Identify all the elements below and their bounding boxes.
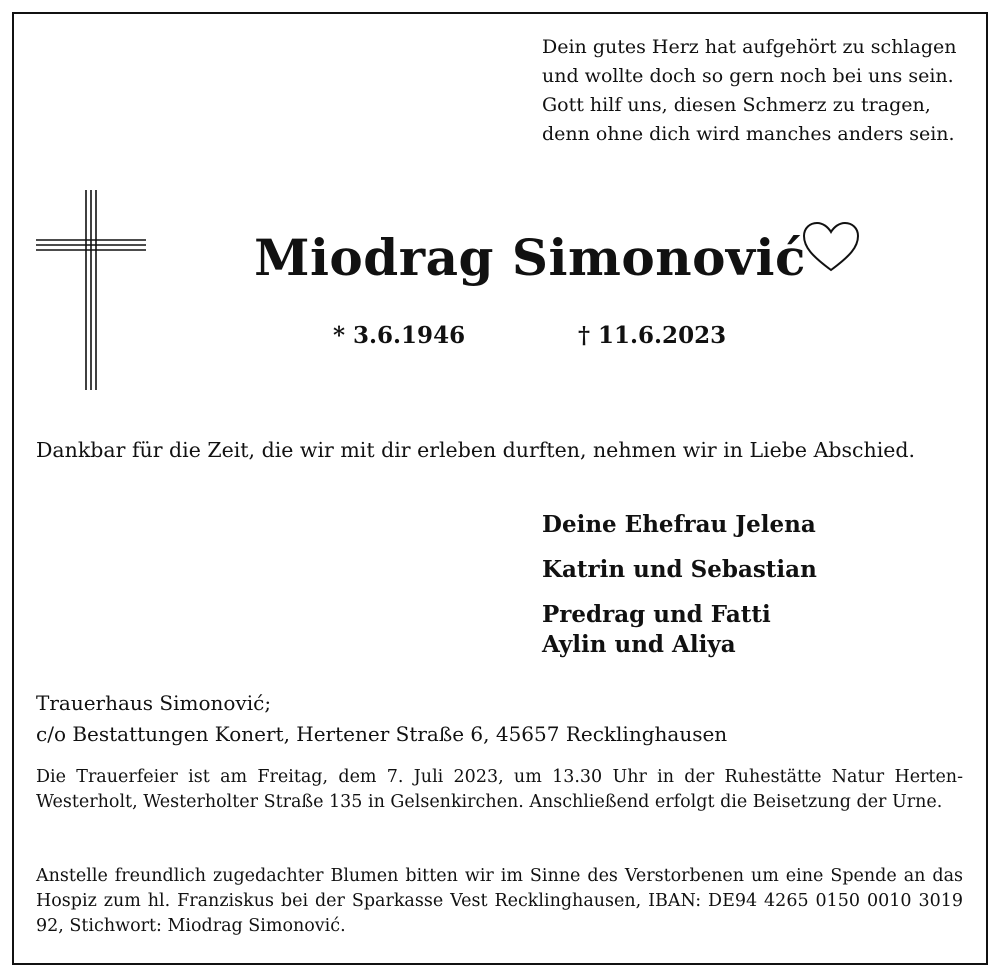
obituary-frame	[12, 12, 988, 965]
thanks-line: Dankbar für die Zeit, die wir mit dir erleben durften, nehmen wir in Liebe Abschied.	[36, 438, 916, 462]
family-member: Aylin und Aliya	[542, 631, 736, 658]
poem-line: Gott hilf uns, diesen Schmerz zu tragen,	[542, 94, 931, 116]
poem	[542, 33, 982, 149]
family-member: Katrin und Sebastian	[542, 556, 817, 583]
birth-date: * 3.6.1946	[333, 322, 466, 349]
deceased-name: Miodrag Simonović	[254, 228, 806, 287]
poem-line: Dein gutes Herz hat aufgehört zu schlagen	[542, 36, 957, 58]
ceremony-notice: Die Trauerfeier ist am Freitag, dem 7. Juli 2023, um 13.30 Uhr in der Ruhestätte Natur Herten-Westerholt, Westerholter Straße 135 in Gelsenkirchen. Anschließend erfolgt die Beisetzung der Urne.	[36, 767, 963, 812]
address-line: Trauerhaus Simonović;	[36, 691, 272, 715]
family-member: Deine Ehefrau Jelena	[542, 511, 816, 538]
heart-outline-icon	[802, 222, 860, 274]
death-date: † 11.6.2023	[578, 322, 727, 349]
donation-notice: Anstelle freundlich zugedachter Blumen bitten wir im Sinne des Verstorbenen um eine Spende an das Hospiz zum hl. Franziskus bei der Sparkasse Vest Recklinghausen, IBAN: DE94 4265 0150 0010 3019 92, Stichwort: Miodrag Simonović.	[36, 866, 963, 936]
cross-icon	[36, 190, 146, 390]
poem-line: und wollte doch so gern noch bei uns sein.	[542, 65, 954, 87]
family-member: Predrag und Fatti	[542, 601, 771, 628]
poem-line: denn ohne dich wird manches anders sein.	[542, 123, 955, 145]
family-list	[542, 510, 817, 660]
mourning-address	[36, 688, 727, 750]
address-line: c/o Bestattungen Konert, Hertener Straße 6, 45657 Recklinghausen	[36, 722, 728, 746]
